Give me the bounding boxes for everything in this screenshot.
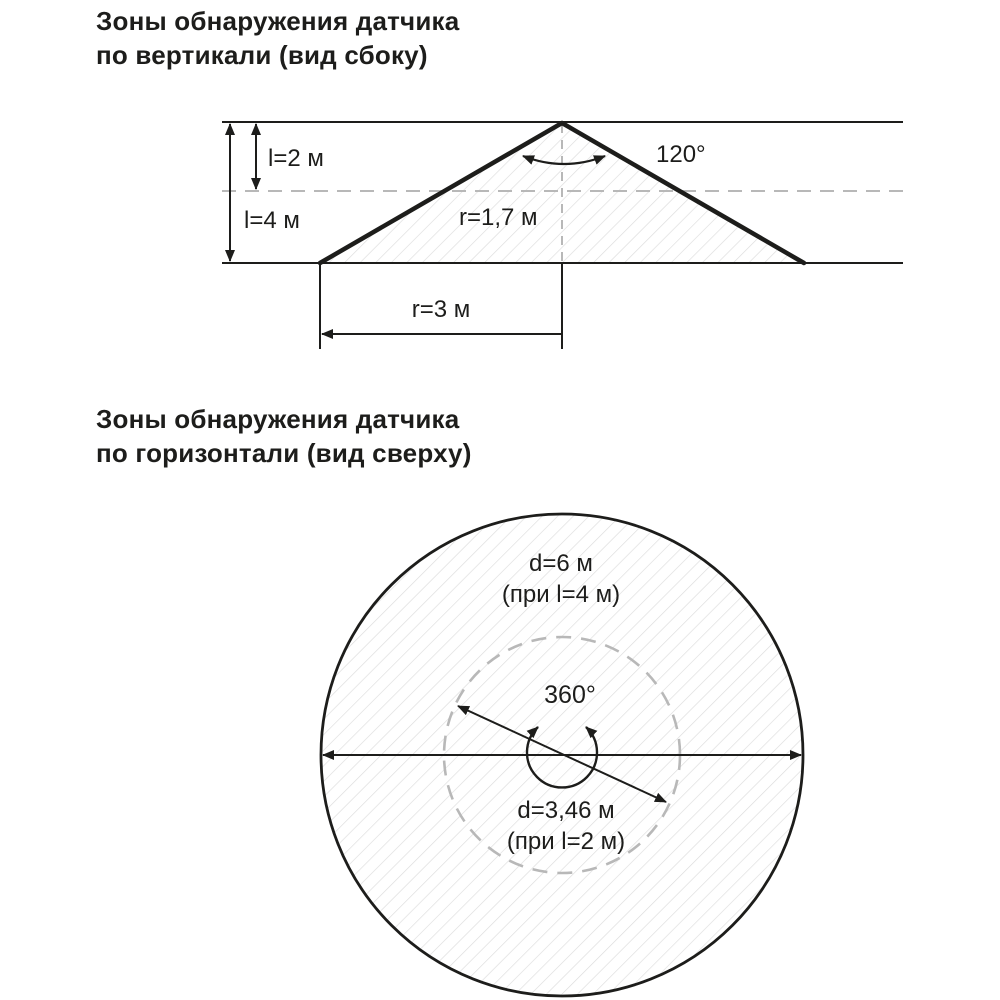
diameter-small-note: (при l=2 м) (506, 828, 626, 855)
diameter-small-label: d=3,46 м (517, 797, 615, 824)
vertical-zone-title-line2: по вертикали (вид сбоку) (96, 40, 428, 70)
radius-small-label: r=1,7 м (459, 204, 538, 231)
diameter-large-label: d=6 м (529, 550, 593, 577)
height-small-label: l=2 м (268, 145, 324, 172)
height-large-label: l=4 м (244, 207, 300, 234)
rotation-angle-label: 360° (544, 681, 596, 709)
horizontal-zone-title-line2: по горизонтали (вид сверху) (96, 438, 472, 468)
horizontal-zone-title-line1: Зоны обнаружения датчика (96, 404, 460, 434)
angle-label: 120° (656, 141, 706, 168)
diameter-large-note: (при l=4 м) (501, 581, 621, 608)
vertical-zone-title-line1: Зоны обнаружения датчика (96, 6, 460, 36)
side-view (222, 122, 903, 349)
radius-large-label: r=3 м (411, 296, 471, 323)
top-view (321, 514, 803, 996)
